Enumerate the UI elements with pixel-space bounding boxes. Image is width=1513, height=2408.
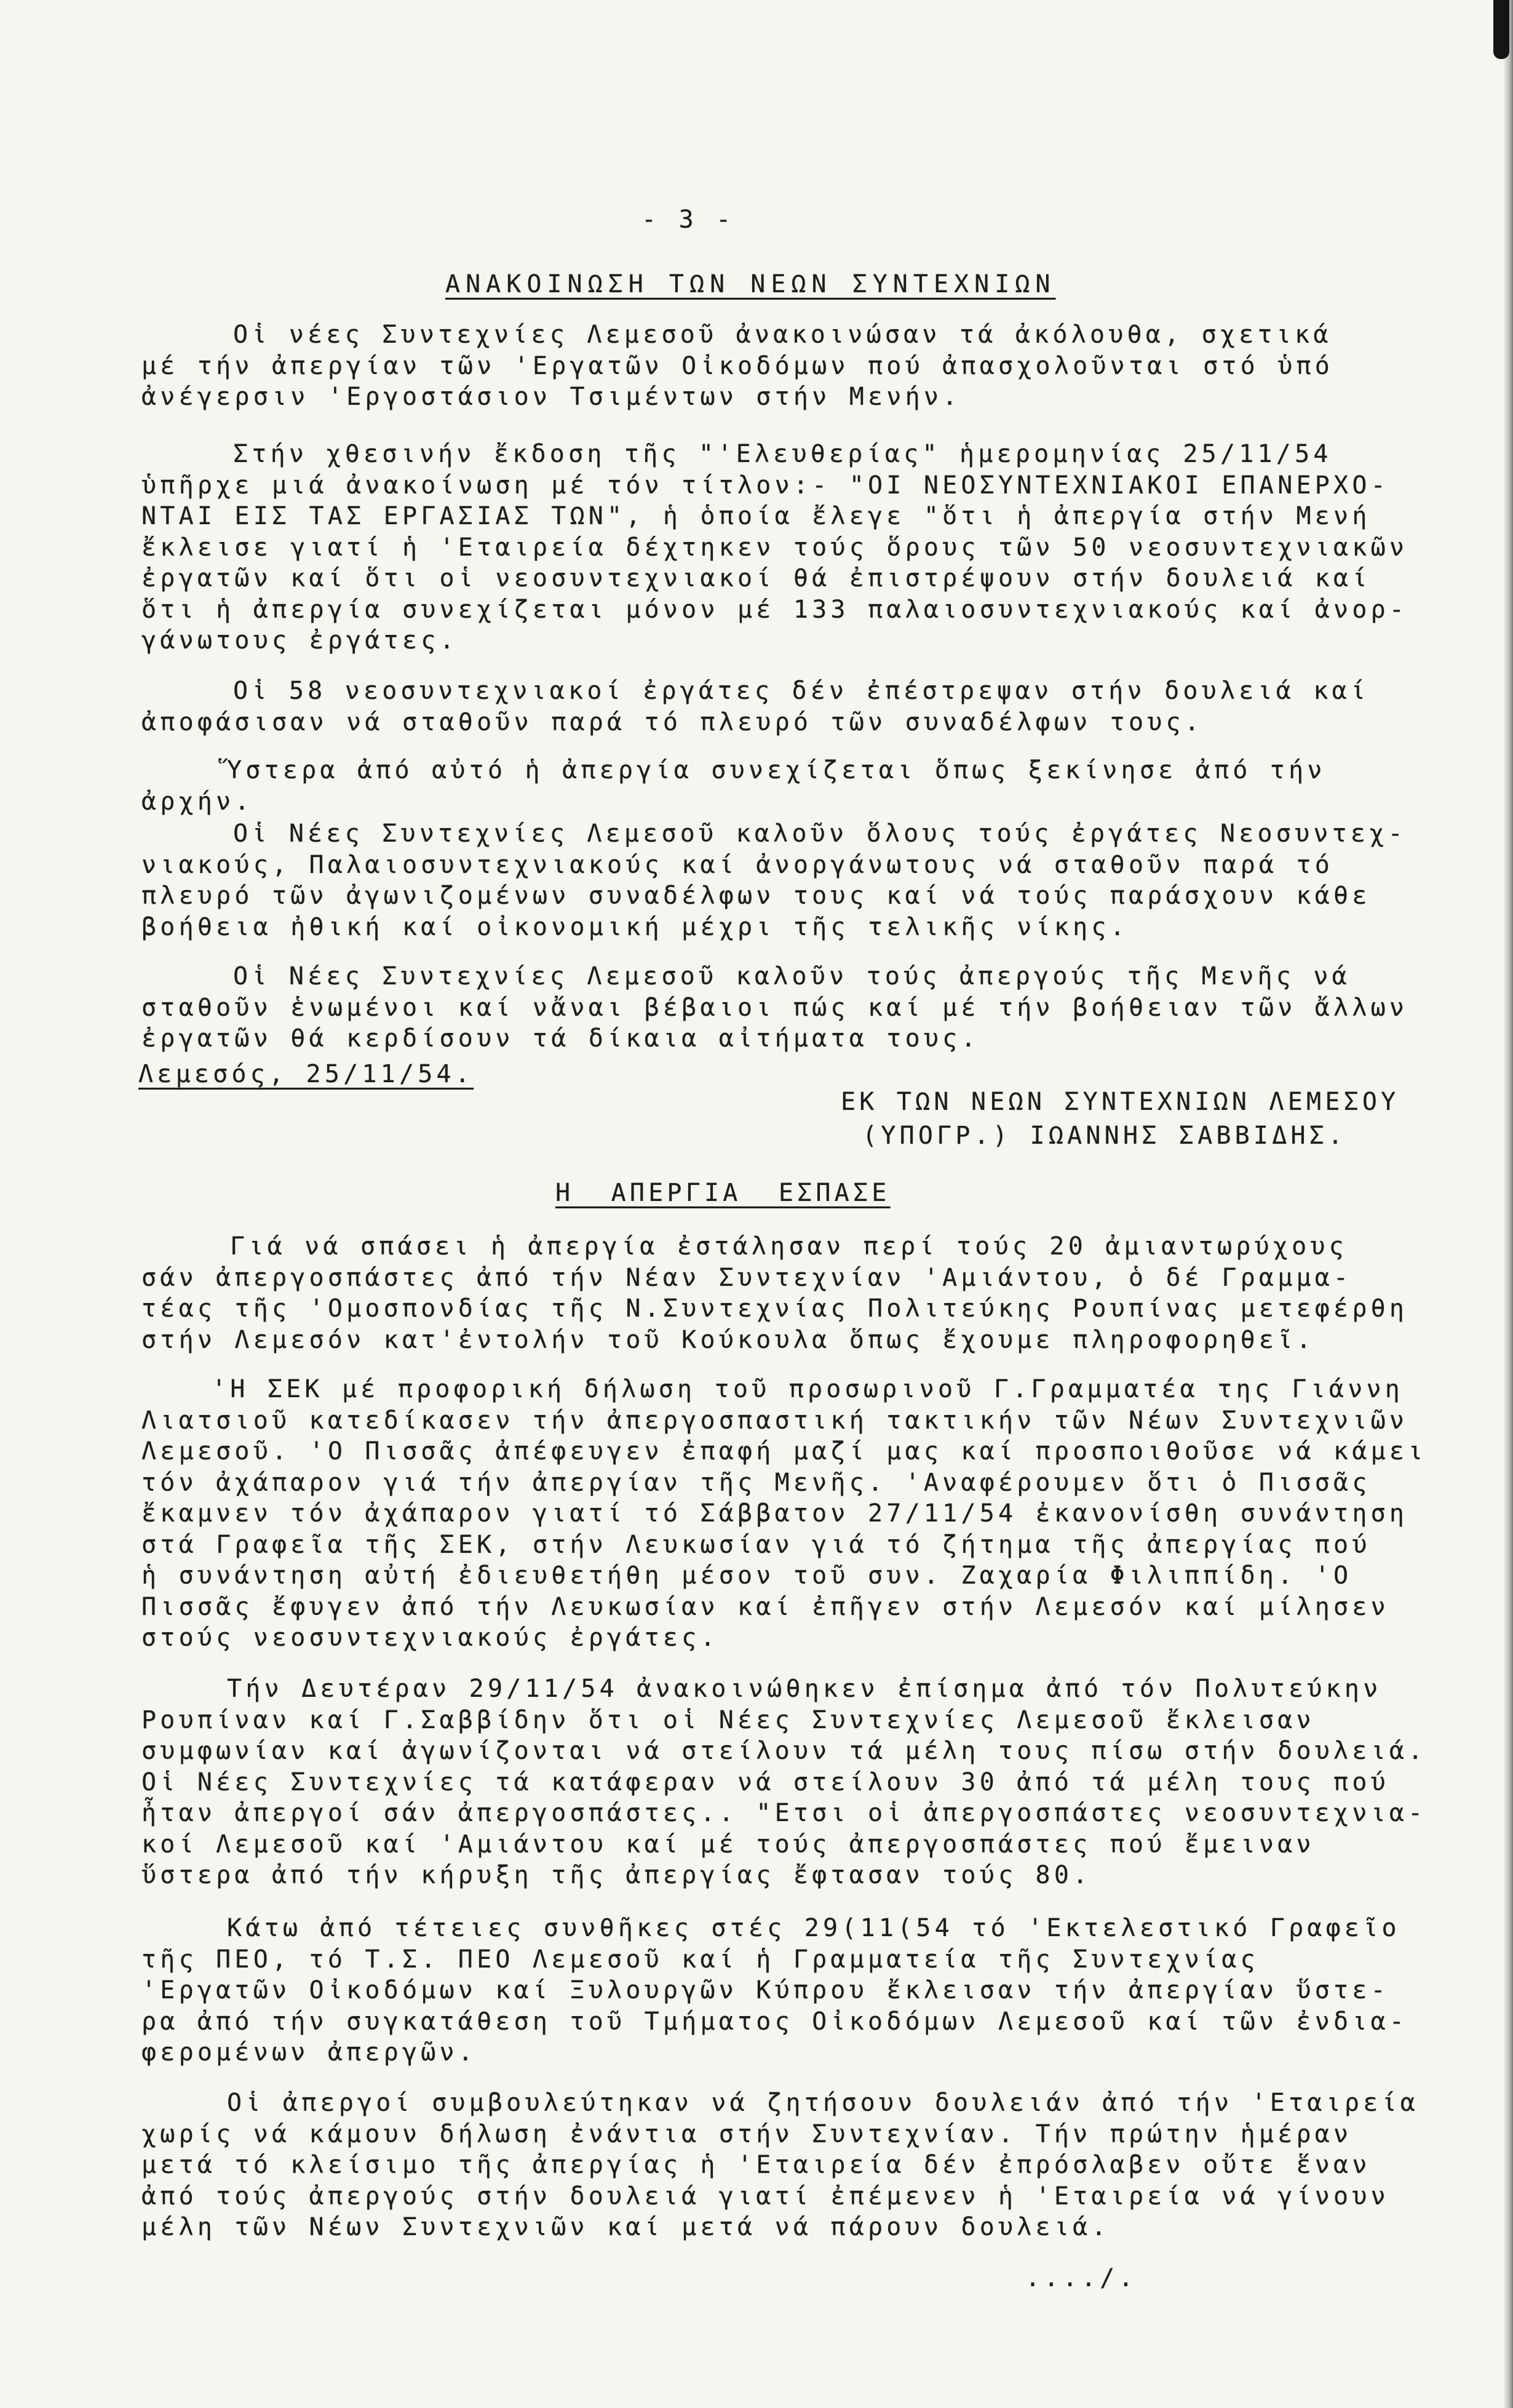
text-line: Οἱ ἀπεργοί συμβουλεύτηκαν νά ζητήσουν δουλειάν ἀπό τήν 'Εταιρεία [227,2089,1420,2117]
text-line: συμφωνίαν καί ἀγωνίζονται νά στείλουν τά μέλη τους πίσω στήν δουλειά. [141,1737,1427,1765]
text-line: Οἱ Νέες Συντεχνίες Λεμεσοῦ καλοῦν τούς ἀπεργούς τῆς Μενῆς νά [233,962,1351,991]
text-line: ἔκλεισε γιατί ἡ 'Εταιρεία δέχτηκεν τούς ὅρους τῶν 50 νεοσυντεχνιακῶν [141,533,1408,562]
announcement-paragraph-2 [141,439,1408,656]
continuation-mark: ..../. [1025,2264,1137,2292]
text-line: ἐργατῶν θά κερδίσουν τά δίκαια αἰτήματα τους. [141,1024,980,1053]
text-line: ἔκαμνεν τόν ἀχάπαρον γιατί τό Σάββατον 27/11/54 ἐκανονίσθη συνάντηση [141,1499,1408,1528]
scan-edge-shadow [1503,0,1513,2408]
announcement-paragraph-1 [141,319,1333,413]
text-line: σάν ἀπεργοσπάστες ἀπό τήν Νέαν Συντεχνίαν 'Αμιάντου, ὁ δέ Γραμμα- [141,1263,1352,1292]
text-line: ἀνέγερσιν 'Εργοστάσιον Τσιμέντων στήν Μενήν. [141,383,961,411]
announcement-title: ΑΝΑΚΟΙΝΩΣΗ ΤΩΝ ΝΕΩΝ ΣΥΝΤΕΧΝΙΩΝ [445,270,1056,298]
text-line: κοί Λεμεσοῦ καί 'Αμιάντου καί μέ τούς ἀπεργοσπάστες πού ἔμειναν [141,1830,1315,1859]
text-line: χωρίς νά κάμουν δήλωση ἐνάντια στήν Συντεχνίαν. Τήν πρώτην ἡμέραν [141,2119,1352,2148]
text-line: τῆς ΠΕΟ, τό Τ.Σ. ΠΕΟ Λεμεσοῦ καί ἡ Γραμματεία τῆς Συντεχνίας [141,1945,1259,1974]
text-line: Ὕστερα ἀπό αὐτό ἡ ἀπεργία συνεχίζεται ὅπως ξεκίνησε ἀπό τήν [227,756,1326,784]
text-line: ἡ συνάντηση αὐτή ἐδιευθετήθη μέσον τοῦ συν. Ζαχαρία Φιλιππίδη. 'Ο [141,1561,1352,1590]
text-line: στήν Λεμεσόν κατ'ἐντολήν τοῦ Κούκουλα ὅπως ἔχουμε πληροφορηθεῖ. [141,1325,1315,1354]
strike-paragraph-5 [141,2087,1419,2243]
text-line: Οἱ Νέες Συντεχνίες Λεμεσοῦ καλοῦν ὅλους τούς ἐργάτες Νεοσυντεχ- [233,819,1407,848]
text-line: ΝΤΑΙ ΕΙΣ ΤΑΣ ΕΡΓΑΣΙΑΣ ΤΩΝ", ἡ ὁποία ἔλεγε "ὅτι ἡ ἀπεργία στήν Μενή [141,502,1371,530]
page-number: - 3 - [641,205,735,234]
strike-broken-title: Η ΑΠΕΡΓΙΑ ΕΣΠΑΣΕ [555,1179,891,1207]
announcement-paragraph-3 [141,676,1369,738]
text-line: Ρουπίναν καί Γ.Σαββίδην ὅτι οἱ Νέες Συντεχνίες Λεμεσοῦ ἔκλεισαν [141,1705,1315,1734]
text-line: τόν ἀχάπαρον γιά τήν ἀπεργίαν τῆς Μενῆς. 'Αναφέρουμεν ὅτι ὁ Πισσᾶς [141,1468,1371,1497]
scan-ink-blot [1493,0,1509,59]
announcement-paragraph-5 [141,818,1407,943]
text-line: γάνωτους ἐργάτες. [141,626,458,655]
text-line: μέ τήν ἀπεργίαν τῶν 'Εργατῶν Οἰκοδόμων πού ἀπασχολοῦνται στό ὑπό [141,351,1334,380]
text-line: Στήν χθεσινήν ἔκδοση τῆς "'Ελευθερίας" ἡμερομηνίας 25/11/54 [233,440,1332,468]
text-line: ὅτι ἡ ἀπεργία συνεχίζεται μόνον μέ 133 παλαιοσυντεχνιακούς καί ἀνορ- [141,595,1408,624]
text-line: Λεμεσοῦ. 'Ο Πισσᾶς ἀπέφευγεν ἐπαφή μαζί μας καί προσποιθοῦσε νά κάμει [141,1437,1427,1465]
text-line: Πισσᾶς ἔφυγεν ἀπό τήν Λευκωσίαν καί ἐπῆγεν στήν Λεμεσόν καί μίλησεν [141,1592,1389,1621]
text-line: Οἱ νέες Συντεχνίες Λεμεσοῦ ἀνακοινώσαν τά ἀκόλουθα, σχετικά [233,321,1332,349]
strike-paragraph-3 [141,1673,1426,1891]
text-line: βοήθεια ἠθική καί οἰκονομική μέχρι τῆς τελικῆς νίκης. [141,912,1129,941]
text-line: μετά τό κλείσιμο τῆς ἀπεργίας ἡ 'Εταιρεία δέν ἐπρόσλαβεν οὔτε ἕναν [141,2151,1371,2179]
text-line: Οἱ 58 νεοσυντεχνιακοί ἐργάτες δέν ἐπέστρεψαν στήν δουλειά καί [233,677,1370,705]
text-line: Οἱ Νέες Συντεχνίες τά κατάφεραν νά στείλουν 30 ἀπό τά μέλη τους πού [141,1768,1389,1796]
strike-paragraph-4 [141,1913,1408,2068]
text-line: Γιά νά σπάσει ἡ ἀπεργία ἐστάλησαν περί τούς 20 ἀμιαντωρύχους [230,1232,1348,1261]
text-line: τέας τῆς 'Ομοσπονδίας τῆς Ν.Συντεχνίας Πολιτεύκης Ρουπίνας μετεφέρθη [141,1294,1408,1323]
text-line: πλευρό τῶν ἀγωνιζομένων συναδέλφων τους καί νά τούς παράσχουν κάθε [141,882,1371,910]
text-line: ὑπῆρχε μιά ἀνακοίνωση μέ τόν τίτλον:- "ΟΙ ΝΕΟΣΥΝΤΕΧΝΙΑΚΟΙ ΕΠΑΝΕΡΧΟ- [141,471,1389,500]
text-line: νιακούς, Παλαιοσυντεχνιακούς καί ἀνοργάνωτους νά σταθοῦν παρά τό [141,850,1334,879]
strike-paragraph-1 [141,1231,1408,1355]
signature-name: (ΥΠΟΓΡ.) ΙΩΑΝΝΗΣ ΣΑΒΒΙΔΗΣ. [862,1122,1347,1150]
strike-paragraph-2 [141,1374,1426,1654]
signature-organization: ΕΚ ΤΩΝ ΝΕΩΝ ΣΥΝΤΕΧΝΙΩΝ ΛΕΜΕΣΟΥ [841,1088,1400,1116]
text-line: Τήν Δευτέραν 29/11/54 ἀνακοινώθηκεν ἐπίσημα ἀπό τόν Πολυτεύκην [227,1675,1382,1703]
text-line: ἀποφάσισαν νά σταθοῦν παρά τό πλευρό τῶν συναδέλφων τους. [141,708,1204,736]
text-line: σταθοῦν ἑνωμένοι καί νἄναι βέβαιοι πώς καί μέ τήν βοήθειαν τῶν ἄλλων [141,993,1408,1022]
text-line: 'Εργατῶν Οἰκοδόμων καί Ξυλουργῶν Κύπρου ἔκλεισαν τήν ἀπεργίαν ὕστε- [141,1976,1389,2004]
text-line: Λιατσιοῦ κατεδίκασεν τήν ἀπεργοσπαστική τακτικήν τῶν Νέων Συντεχνιῶν [141,1406,1408,1435]
text-line: Κάτω ἀπό τέτειες συνθῆκες στές 29(11(54 τό 'Εκτελεστικό Γραφεῖο [227,1914,1400,1942]
announcement-paragraph-4 [141,755,1326,817]
text-line: ἀπό τούς ἀπεργούς στήν δουλειά γιατί ἐπέμενεν ἡ 'Εταιρεία νά γίνουν [141,2182,1389,2211]
text-line: ἐργατῶν καί ὅτι οἱ νεοσυντεχνιακοί θά ἐπιστρέψουν στήν δουλειά καί [141,564,1371,592]
text-line: ἀρχήν. [141,787,253,816]
text-line: ἦταν ἀπεργοί σάν ἀπεργοσπάστες.. "Ετσι οἱ ἀπεργοσπάστες νεοσυντεχνια- [141,1799,1427,1827]
text-line: 'Η ΣΕΚ μέ προφορική δήλωση τοῦ προσωρινοῦ Γ.Γραμματέα της Γιάννη [212,1375,1404,1403]
text-line: στά Γραφεῖα τῆς ΣΕΚ, στήν Λευκωσίαν γιά τό ζήτημα τῆς ἀπεργίας πού [141,1530,1371,1559]
text-line: στούς νεοσυντεχνιακούς ἐργάτες. [141,1624,719,1652]
text-line: ρα ἀπό τήν συγκατάθεση τοῦ Τμήματος Οἰκοδόμων Λεμεσοῦ καί τῶν ἐνδια- [141,2007,1408,2036]
announcement-date: Λεμεσός, 25/11/54. [138,1060,474,1088]
text-line: ὕστερα ἀπό τήν κήρυξη τῆς ἀπεργίας ἔφτασαν τούς 80. [141,1861,1092,1889]
announcement-paragraph-6 [141,961,1408,1054]
text-line: μέλη τῶν Νέων Συντεχνιῶν καί μετά νά πάρουν δουλειά. [141,2213,1110,2241]
text-line: φερομένων ἀπεργῶν. [141,2038,477,2067]
